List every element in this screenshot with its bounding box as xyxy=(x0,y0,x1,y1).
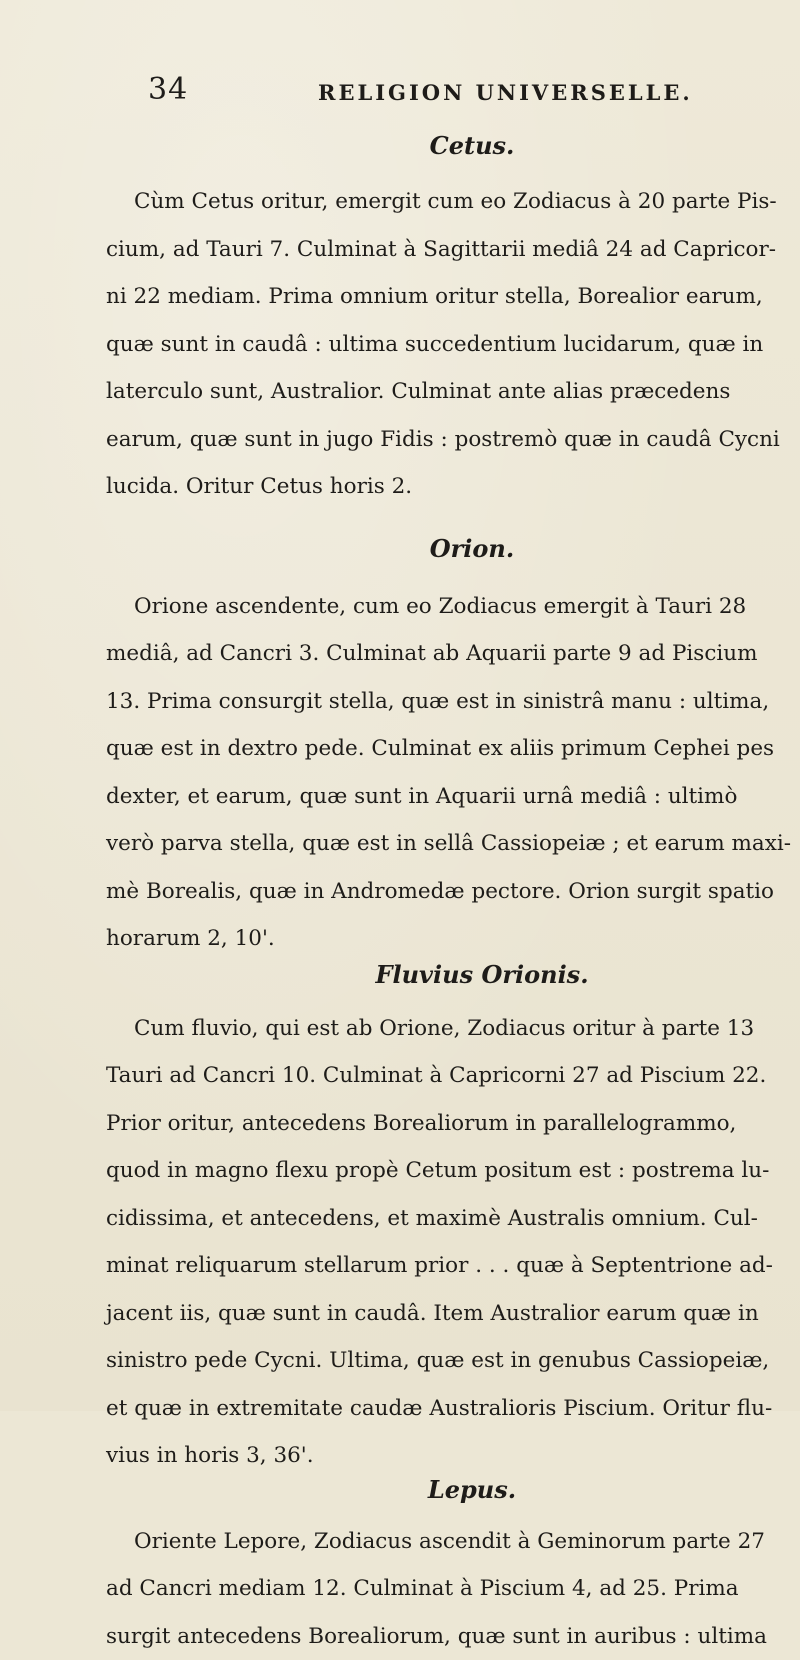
section-title-fluvius-orionis: Fluvius Orionis. xyxy=(106,957,798,993)
text-line: earum, quæ sunt in jugo Fidis : postremò quæ in caudâ Cycni xyxy=(106,416,798,464)
paragraph-fluvius-orionis xyxy=(106,1005,798,1480)
text-line: quod in magno flexu propè Cetum positum est : postrema lu- xyxy=(106,1147,798,1195)
text-line: Orione ascendente, cum eo Zodiacus emergit à Tauri 28 xyxy=(106,583,798,631)
section-title-orion: Orion. xyxy=(106,531,798,567)
text-line: mè Borealis, quæ in Andromedæ pectore. Orion surgit spatio xyxy=(106,868,798,916)
text-line: Cùm Cetus oritur, emergit cum eo Zodiacus à 20 parte Pis- xyxy=(106,178,798,226)
text-line: quæ sunt in caudâ : ultima succedentium lucidarum, quæ in xyxy=(106,321,798,369)
running-head: RELIGION UNIVERSELLE. xyxy=(318,80,693,105)
section-title-cetus: Cetus. xyxy=(106,128,798,164)
section-title-lepus: Lepus. xyxy=(106,1472,798,1508)
text-line: minat reliquarum stellarum prior . . . quæ à Septentrione ad- xyxy=(106,1242,798,1290)
text-line: 13. Prima consurgit stella, quæ est in sinistrâ manu : ultima, xyxy=(106,678,798,726)
text-line: mediâ, ad Cancri 3. Culminat ab Aquarii parte 9 ad Piscium xyxy=(106,630,798,678)
text-line: jacent iis, quæ sunt in caudâ. Item Australior earum quæ in xyxy=(106,1290,798,1338)
text-line: cium, ad Tauri 7. Culminat à Sagittarii mediâ 24 ad Capricor- xyxy=(106,226,798,274)
page-body xyxy=(106,128,798,1660)
text-line: lucida. Oritur Cetus horis 2. xyxy=(106,463,798,511)
text-line: et quæ in extremitate caudæ Australioris Piscium. Oritur flu- xyxy=(106,1385,798,1433)
text-line: verò parva stella, quæ est in sellâ Cassiopeiæ ; et earum maxi- xyxy=(106,820,798,868)
text-line: laterculo sunt, Australior. Culminat ante alias præcedens xyxy=(106,368,798,416)
text-line: cidissima, et antecedens, et maximè Australis omnium. Cul- xyxy=(106,1195,798,1243)
text-line: quæ est in dextro pede. Culminat ex aliis primum Cephei pes xyxy=(106,725,798,773)
text-line: Oriente Lepore, Zodiacus ascendit à Geminorum parte 27 xyxy=(106,1518,798,1566)
text-line: sinistro pede Cycni. Ultima, quæ est in genubus Cassiopeiæ, xyxy=(106,1337,798,1385)
paragraph-orion xyxy=(106,583,798,963)
text-line: ni 22 mediam. Prima omnium oritur stella, Borealior earum, xyxy=(106,273,798,321)
text-line: Tauri ad Cancri 10. Culminat à Capricorni 27 ad Piscium 22. xyxy=(106,1052,798,1100)
text-line: dexter, et earum, quæ sunt in Aquarii urnâ mediâ : ultimò xyxy=(106,773,798,821)
text-line: ad Cancri mediam 12. Culminat à Piscium 4, ad 25. Prima xyxy=(106,1565,798,1613)
page-header xyxy=(148,72,708,122)
page-number: 34 xyxy=(148,72,188,107)
text-line: Cum fluvio, qui est ab Orione, Zodiacus oritur à parte 13 xyxy=(106,1005,798,1053)
text-line: surgit antecedens Borealiorum, quæ sunt in auribus : ultima xyxy=(106,1613,798,1660)
text-line: vius in horis 3, 36'. xyxy=(106,1432,798,1480)
paragraph-cetus xyxy=(106,178,798,511)
text-line: horarum 2, 10'. xyxy=(106,915,798,963)
text-line: Prior oritur, antecedens Borealiorum in parallelogrammo, xyxy=(106,1100,798,1148)
paragraph-lepus xyxy=(106,1518,798,1660)
